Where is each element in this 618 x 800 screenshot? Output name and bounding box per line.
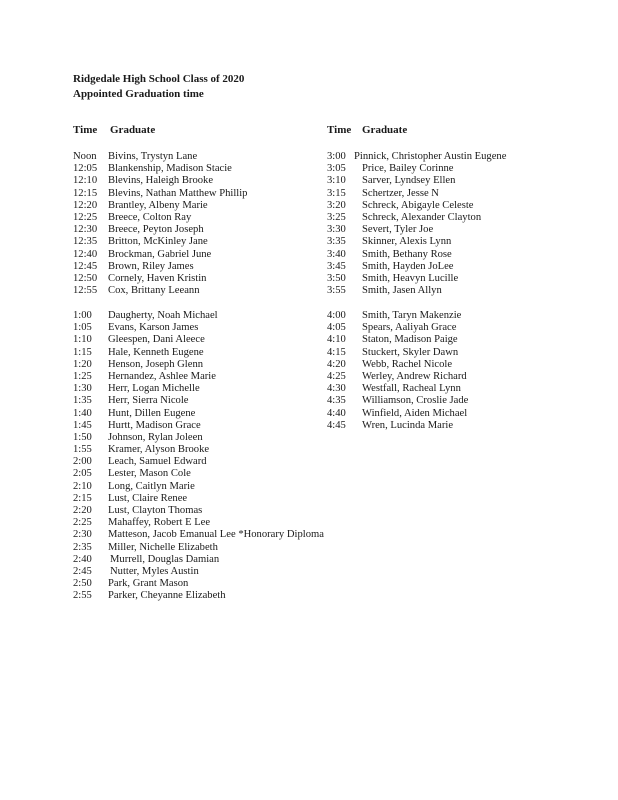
right-graduate-header: Graduate (362, 124, 408, 136)
graduate-name-cell: Leach, Samuel Edward (108, 456, 207, 468)
graduate-name-cell: Mahaffey, Robert E Lee (108, 517, 211, 529)
time-cell: 3:50 (327, 272, 346, 284)
time-cell: 4:05 (327, 322, 346, 334)
time-cell: 3:00 (327, 151, 346, 162)
graduate-name-cell: Johnson, Rylan Joleen (108, 431, 203, 443)
graduate-name-cell: Schreck, Alexander Clayton (362, 211, 482, 223)
time-cell: 4:00 (327, 310, 346, 321)
time-cell: 3:40 (327, 248, 346, 260)
graduate-name-cell: Henson, Joseph Glenn (108, 358, 204, 370)
graduate-name-cell: Spears, Aaliyah Grace (362, 322, 457, 334)
time-cell: 1:35 (73, 395, 92, 407)
time-cell: 3:55 (327, 285, 346, 297)
graduate-name-cell: Nutter, Myles Austin (110, 565, 199, 577)
graduate-name-cell: Blankenship, Madison Stacie (108, 163, 232, 175)
graduate-name-cell: Smith, Bethany Rose (362, 248, 452, 260)
time-cell: 2:55 (73, 590, 92, 602)
time-cell: 1:50 (73, 431, 92, 443)
graduate-name-cell: Hunt, Dillen Eugene (108, 407, 196, 419)
graduate-name-cell: Webb, Rachel Nicole (362, 358, 453, 370)
graduate-name-cell: Smith, Taryn Makenzie (362, 310, 462, 321)
graduate-name-cell: Smith, Hayden JoLee (362, 260, 454, 272)
time-cell: 4:40 (327, 407, 346, 419)
time-cell: 3:10 (327, 175, 346, 187)
document-subtitle: Appointed Graduation time (73, 88, 204, 100)
graduate-name-cell: Breece, Peyton Joseph (108, 224, 204, 236)
time-cell: 3:35 (327, 236, 346, 248)
time-cell: 12:50 (73, 272, 98, 284)
graduate-name-cell: Brockman, Gabriel June (108, 248, 212, 260)
graduate-name-cell: Hurtt, Madison Grace (108, 419, 201, 431)
graduate-name-cell: Lust, Clayton Thomas (108, 505, 203, 516)
graduate-name-cell: Long, Caitlyn Marie (108, 480, 195, 492)
time-cell: 12:55 (73, 285, 98, 297)
graduate-name-cell: Smith, Heavyn Lucille (362, 272, 459, 284)
time-cell: 2:20 (73, 505, 92, 516)
graduate-name-cell: Evans, Karson James (108, 322, 199, 334)
time-cell: 12:25 (73, 211, 98, 223)
time-cell: 4:45 (327, 419, 346, 431)
graduate-name-cell: Lust, Claire Renee (108, 492, 188, 504)
graduate-name-cell: Cox, Brittany Leeann (108, 285, 200, 297)
graduate-name-cell: Bivins, Trystyn Lane (108, 151, 198, 162)
left-time-header: Time (73, 124, 98, 136)
time-cell: 1:20 (73, 358, 92, 370)
time-cell: 4:10 (327, 334, 346, 346)
time-cell: 12:20 (73, 199, 98, 211)
graduate-name-cell: Cornely, Haven Kristin (108, 272, 207, 284)
graduate-name-cell: Kramer, Alyson Brooke (108, 444, 210, 456)
time-cell: 4:15 (327, 346, 346, 358)
time-cell: 12:15 (73, 187, 98, 199)
graduate-name-cell: Matteson, Jacob Emanual Lee *Honorary Diploma (108, 529, 324, 541)
time-cell: 3:05 (327, 163, 346, 175)
graduate-name-cell: Lester, Mason Cole (108, 468, 191, 480)
graduate-name-cell: Skinner, Alexis Lynn (362, 236, 452, 248)
left-graduate-header: Graduate (110, 124, 156, 136)
time-cell: 2:40 (73, 553, 92, 565)
time-cell: 3:20 (327, 199, 346, 211)
time-cell: 3:30 (327, 224, 346, 236)
graduate-name-cell: Hale, Kenneth Eugene (108, 346, 204, 358)
graduate-name-cell: Brantley, Albeny Marie (108, 199, 208, 211)
graduate-name-cell: Williamson, Croslie Jade (362, 395, 469, 407)
graduate-name-cell: Smith, Jasen Allyn (362, 285, 442, 297)
graduate-name-cell: Daugherty, Noah Michael (108, 310, 218, 321)
time-cell: 12:45 (73, 260, 98, 272)
graduate-name-cell: Britton, McKinley Jane (108, 236, 208, 248)
time-cell: 2:45 (73, 565, 92, 577)
graduate-name-cell: Hernandez, Ashlee Marie (108, 370, 216, 382)
graduate-name-cell: Schreck, Abigayle Celeste (362, 199, 474, 211)
time-cell: 2:10 (73, 480, 92, 492)
time-cell: 2:35 (73, 541, 92, 553)
document-title: Ridgedale High School Class of 2020 (73, 73, 245, 85)
time-cell: 1:00 (73, 310, 92, 321)
graduate-name-cell: Miller, Nichelle Elizabeth (108, 541, 218, 553)
graduate-name-cell: Werley, Andrew Richard (362, 370, 467, 382)
graduate-name-cell: Park, Grant Mason (108, 578, 189, 590)
graduate-name-cell: Murrell, Douglas Damian (110, 553, 220, 565)
time-cell: 1:10 (73, 334, 92, 346)
time-cell: 2:50 (73, 578, 92, 590)
graduate-name-cell: Price, Bailey Corinne (362, 163, 454, 175)
time-cell: 4:25 (327, 370, 346, 382)
time-cell: 12:35 (73, 236, 98, 248)
graduate-name-cell: Gleespen, Dani Aleece (108, 334, 205, 346)
graduate-name-cell: Westfall, Racheal Lynn (362, 383, 461, 395)
graduate-name-cell: Herr, Sierra Nicole (108, 395, 189, 407)
graduate-name-cell: Stuckert, Skyler Dawn (362, 346, 459, 358)
time-cell: 1:40 (73, 407, 92, 419)
time-cell: 12:05 (73, 163, 98, 175)
time-cell: 1:05 (73, 322, 92, 334)
time-cell: 4:30 (327, 383, 346, 395)
graduate-name-cell: Parker, Cheyanne Elizabeth (108, 590, 226, 602)
graduate-name-cell: Blevins, Nathan Matthew Phillip (108, 187, 248, 199)
time-cell: 3:15 (327, 187, 346, 199)
time-cell: 1:15 (73, 346, 92, 358)
graduate-name-cell: Wren, Lucinda Marie (362, 419, 454, 431)
time-cell: 12:10 (73, 175, 98, 187)
graduate-name-cell: Breece, Colton Ray (108, 211, 192, 223)
time-cell: 1:45 (73, 419, 92, 431)
time-cell: 2:25 (73, 517, 92, 529)
graduate-name-cell: Brown, Riley James (108, 260, 194, 272)
graduate-name-cell: Schertzer, Jesse N (362, 187, 439, 199)
time-cell: 2:05 (73, 468, 92, 480)
time-cell: 3:45 (327, 260, 346, 272)
time-cell: 12:30 (73, 224, 98, 236)
right-time-header: Time (327, 124, 352, 136)
time-cell: 1:25 (73, 370, 92, 382)
time-cell: 4:35 (327, 395, 346, 407)
time-cell: 2:00 (73, 456, 92, 468)
graduate-name-cell: Winfield, Aiden Michael (362, 407, 468, 419)
time-cell: 1:30 (73, 383, 92, 395)
time-cell: 1:55 (73, 444, 92, 456)
graduate-name-cell: Pinnick, Christopher Austin Eugene (354, 151, 507, 162)
time-cell: 12:40 (73, 248, 98, 260)
time-cell: 2:30 (73, 529, 92, 541)
time-cell: Noon (73, 151, 97, 162)
graduate-name-cell: Blevins, Haleigh Brooke (108, 175, 214, 187)
graduate-name-cell: Sarver, Lyndsey Ellen (362, 175, 456, 187)
time-cell: 3:25 (327, 211, 346, 223)
time-cell: 2:15 (73, 492, 92, 504)
graduate-name-cell: Staton, Madison Paige (362, 334, 458, 346)
graduate-name-cell: Severt, Tyler Joe (362, 224, 434, 236)
graduate-name-cell: Herr, Logan Michelle (108, 383, 200, 395)
time-cell: 4:20 (327, 358, 346, 370)
